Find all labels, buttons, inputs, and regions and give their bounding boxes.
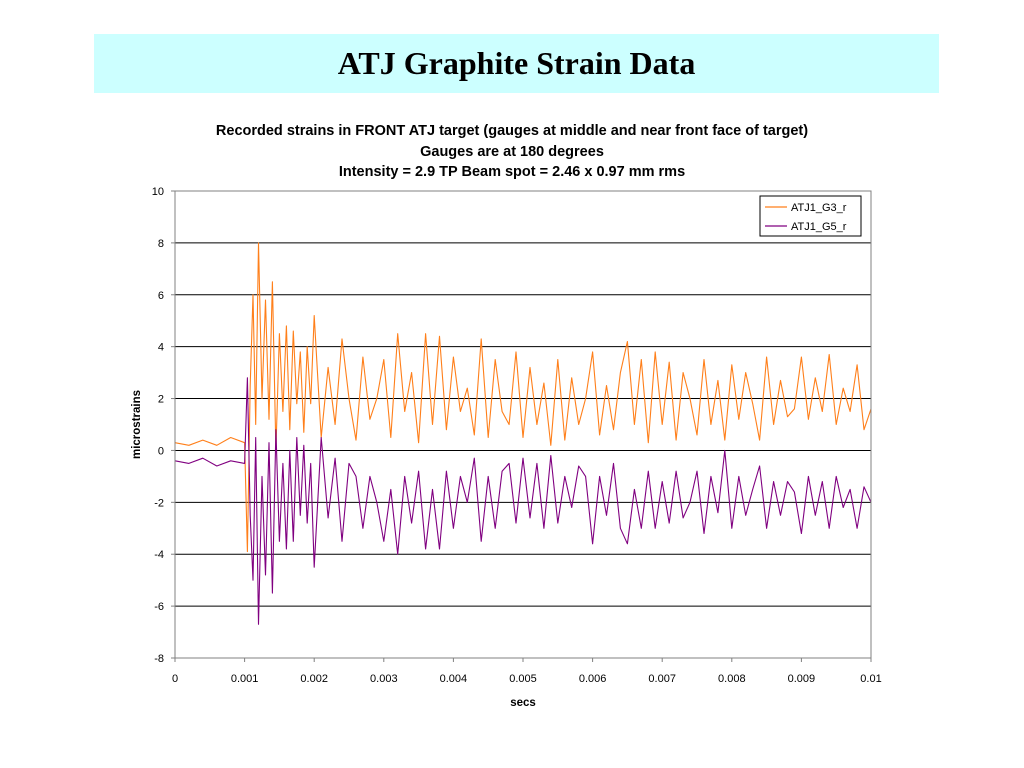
chart-title-line-1: Recorded strains in FRONT ATJ target (gauges at middle and near front face of target)	[215, 123, 809, 139]
x-tick-label: 0.005	[509, 673, 537, 685]
plot-area-frame	[175, 191, 871, 658]
y-tick-label: 6	[157, 289, 164, 302]
y-tick-label: 4	[157, 341, 164, 354]
x-tick-label: 0.01	[860, 673, 882, 685]
y-axis-label: microstrains	[131, 389, 143, 460]
chart-title-line-2: Gauges are at 180 degrees	[420, 143, 604, 160]
x-axis-ticks	[172, 658, 882, 685]
legend	[760, 196, 861, 236]
x-tick-label: 0.006	[578, 673, 607, 685]
series-line-atj1-g3-r	[175, 243, 871, 552]
slide-title: ATJ Graphite Strain Data	[337, 45, 696, 81]
y-tick-label: 0	[157, 445, 164, 458]
y-tick-label: -2	[154, 497, 164, 510]
chart-title-line-3: Intensity = 2.9 TP Beam spot = 2.46 x 0.97 mm rms	[338, 164, 686, 180]
x-tick-label: 0.007	[648, 673, 676, 685]
x-tick-label: 0.004	[439, 673, 468, 685]
x-axis-label: secs	[510, 697, 536, 709]
y-axis-ticks	[152, 186, 175, 665]
y-tick-label: 10	[151, 186, 164, 198]
x-tick-label: 0.003	[370, 673, 398, 685]
data-series	[175, 243, 871, 624]
y-tick-label: 8	[157, 237, 164, 250]
x-tick-label: 0	[171, 673, 179, 685]
y-tick-label: -4	[154, 549, 164, 562]
x-tick-label: 0.008	[718, 673, 746, 685]
y-tick-label: -6	[154, 601, 164, 614]
x-tick-label: 0.001	[230, 673, 259, 685]
legend-label: ATJ1_G5_r	[791, 221, 847, 233]
legend-label: ATJ1_G3_r	[791, 202, 847, 214]
y-tick-label: -8	[154, 653, 164, 665]
x-tick-label: 0.009	[787, 673, 816, 685]
x-tick-label: 0.002	[300, 673, 328, 685]
y-tick-label: 2	[157, 393, 164, 406]
series-line-atj1-g5-r	[175, 378, 871, 625]
gridlines	[175, 191, 871, 658]
